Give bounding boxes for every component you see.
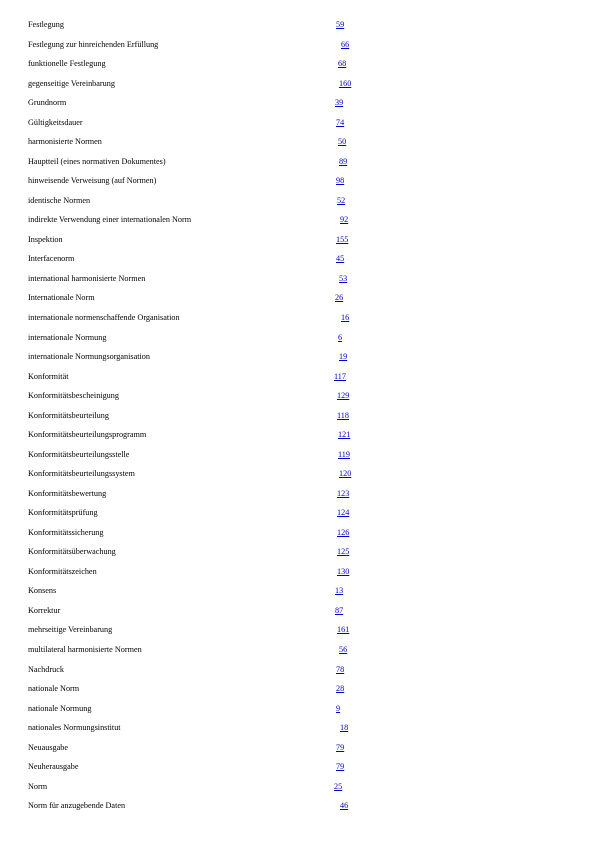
index-term: gegenseitige Vereinbarung <box>28 78 115 88</box>
index-term: Gültigkeitsdauer <box>28 117 83 127</box>
page-number-link[interactable]: 79 <box>336 762 345 772</box>
index-entry <box>0 527 595 541</box>
index-entry <box>0 605 595 619</box>
index-term: internationale normenschaffende Organisation <box>28 313 180 322</box>
page-number-link[interactable]: 26 <box>335 293 344 303</box>
index-entry <box>0 156 595 170</box>
index-entry <box>0 703 595 717</box>
index-entry <box>0 273 595 287</box>
index-entry <box>0 19 595 33</box>
page-number-link[interactable]: 45 <box>336 254 345 264</box>
index-term: funktionelle Festlegung <box>28 59 106 69</box>
page-number-link[interactable]: 59 <box>336 20 345 29</box>
index-term: mehrseitige Vereinbarung <box>28 625 113 635</box>
page-number-link[interactable]: 56 <box>339 645 348 654</box>
page-number-link[interactable]: 13 <box>335 586 344 596</box>
index-entry <box>0 761 595 775</box>
index-term: Konformitätssicherung <box>28 527 104 537</box>
page-number-link[interactable]: 50 <box>338 137 347 147</box>
page-number-link[interactable]: 46 <box>340 801 349 811</box>
index-term: internationale Normung <box>28 332 107 342</box>
index-term: Konformitätsbescheinigung <box>28 391 119 401</box>
index-term: harmonisierte Normen <box>28 137 102 147</box>
page-number-link[interactable]: 16 <box>341 313 350 322</box>
page-number-link[interactable]: 125 <box>337 547 350 557</box>
page-number-link[interactable]: 39 <box>335 98 344 108</box>
page-number-link[interactable]: 129 <box>337 391 350 401</box>
page-number-link[interactable]: 130 <box>337 566 350 576</box>
index-term: Interfacenorm <box>28 254 75 264</box>
index-entry <box>0 390 595 404</box>
index-entry <box>0 253 595 267</box>
index-term: hinweisende Verweisung (auf Normen) <box>28 176 157 186</box>
page-number-link[interactable]: 6 <box>338 332 343 342</box>
index-term: Konformitätsbeurteilungsstelle <box>28 449 130 459</box>
page-number-link[interactable]: 19 <box>339 352 348 361</box>
page-number-link[interactable]: 92 <box>340 215 349 225</box>
index-term: Grundnorm <box>28 98 67 108</box>
index-entry <box>0 683 595 697</box>
index-entry <box>0 58 595 72</box>
index-term: nationales Normungsinstitut <box>28 723 121 733</box>
page-number-link[interactable]: 18 <box>340 723 349 733</box>
index-term: Norm <box>28 781 48 791</box>
index-term: Nachdruck <box>28 664 64 674</box>
index-term: Neuherausgabe <box>28 762 79 772</box>
page-number-link[interactable]: 53 <box>339 273 348 283</box>
page-number-link[interactable]: 74 <box>336 117 345 127</box>
index-entry <box>0 488 595 502</box>
index-entry <box>0 644 595 658</box>
page-number-link[interactable]: 161 <box>337 625 350 635</box>
index-term: identische Normen <box>28 195 91 205</box>
index-entry <box>0 39 595 53</box>
index-entry <box>0 78 595 92</box>
index-term: Korrektur <box>28 605 61 615</box>
index-term: Hauptteil (eines normativen Dokumentes) <box>28 156 166 166</box>
index-term: Norm für anzugebende Daten <box>28 801 126 811</box>
index-term: Internationale Norm <box>28 293 95 303</box>
index-term: Konformität <box>28 371 69 381</box>
index-entry <box>0 546 595 560</box>
index-term: indirekte Verwendung einer internationalen Norm <box>28 215 192 225</box>
page-number-link[interactable]: 120 <box>339 469 352 479</box>
index-entry <box>0 449 595 463</box>
index-entry <box>0 136 595 150</box>
page-number-link[interactable]: 126 <box>337 527 350 537</box>
index-entry <box>0 585 595 599</box>
page-number-link[interactable]: 52 <box>337 195 346 205</box>
index-entry <box>0 742 595 756</box>
index-term: internationale Normungsorganisation <box>28 352 150 361</box>
index-entry <box>0 234 595 248</box>
index-term: nationale Norm <box>28 684 80 693</box>
index-term: Konformitätsprüfung <box>28 508 98 518</box>
page-number-link[interactable]: 155 <box>336 234 349 244</box>
page-number-link[interactable]: 87 <box>335 605 344 615</box>
page-number-link[interactable]: 66 <box>341 39 350 49</box>
page-number-link[interactable]: 119 <box>338 449 350 459</box>
page-number-link[interactable]: 98 <box>336 176 345 186</box>
page-number-link[interactable]: 68 <box>338 59 347 69</box>
page-number-link[interactable]: 89 <box>339 156 348 166</box>
index-entry <box>0 624 595 638</box>
index-term: Konformitätsbeurteilungsprogramm <box>28 430 147 440</box>
index-term: nationale Normung <box>28 703 92 713</box>
index-entry <box>0 722 595 736</box>
index-entry <box>0 117 595 131</box>
index-entry <box>0 429 595 443</box>
page-number-link[interactable]: 79 <box>336 742 345 752</box>
index-entry <box>0 312 595 326</box>
index-term: Konformitätsbewertung <box>28 488 107 498</box>
page-number-link[interactable]: 117 <box>334 371 346 381</box>
page-number-link[interactable]: 25 <box>334 781 343 791</box>
index-entry <box>0 664 595 678</box>
index-term: Konformitätszeichen <box>28 566 97 576</box>
index-entry <box>0 800 595 814</box>
page-number-link[interactable]: 9 <box>336 703 341 713</box>
index-term: international harmonisierte Normen <box>28 273 146 283</box>
index-term: Konformitätsüberwachung <box>28 547 116 557</box>
index-term: Festlegung zur hinreichenden Erfüllung <box>28 39 159 49</box>
index-entry <box>0 566 595 580</box>
index-entry <box>0 292 595 306</box>
index-entry <box>0 214 595 228</box>
index-entry <box>0 97 595 111</box>
index-term: multilateral harmonisierte Normen <box>28 645 142 654</box>
index-entry <box>0 175 595 189</box>
index-entry <box>0 351 595 365</box>
index-entry <box>0 332 595 346</box>
index-term: Konformitätsbeurteilung <box>28 410 109 420</box>
page-number-link[interactable]: 78 <box>336 664 345 674</box>
index-term: Festlegung <box>28 20 64 29</box>
index-entry <box>0 195 595 209</box>
index-entry <box>0 507 595 521</box>
index-term: Konformitätsbeurteilungssystem <box>28 469 135 479</box>
page-number-link[interactable]: 124 <box>337 508 350 518</box>
index-term: Neuausgabe <box>28 742 69 752</box>
page-number-link[interactable]: 118 <box>337 410 349 420</box>
index-entry <box>0 371 595 385</box>
index-entry <box>0 468 595 482</box>
page-number-link[interactable]: 28 <box>336 684 345 693</box>
index-term: Inspektion <box>28 234 63 244</box>
page-number-link[interactable]: 121 <box>338 430 351 440</box>
index-entry <box>0 781 595 795</box>
index-entry <box>0 410 595 424</box>
index-term: Konsens <box>28 586 57 596</box>
page-number-link[interactable]: 123 <box>337 488 350 498</box>
page-number-link[interactable]: 160 <box>339 78 352 88</box>
